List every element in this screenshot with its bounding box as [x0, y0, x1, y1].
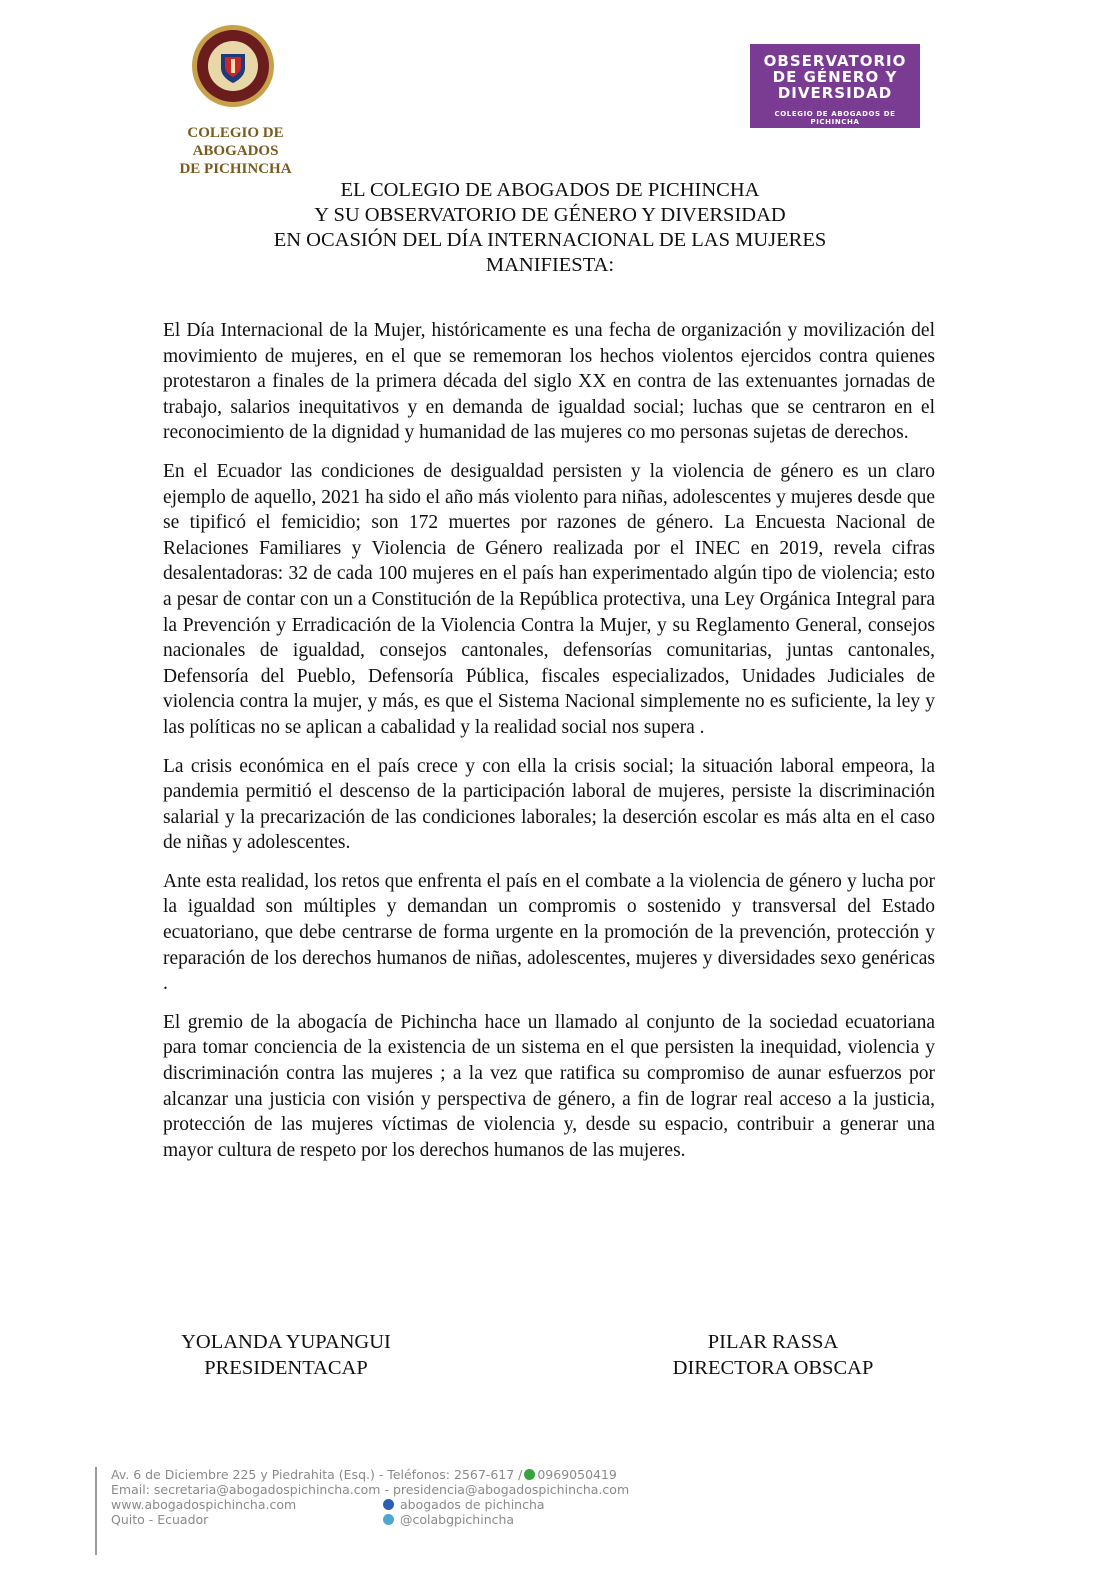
observatorio-subtitle: COLEGIO DE ABOGADOS DE PICHINCHA — [774, 110, 896, 126]
footer-whatsapp: 0969050419 — [537, 1467, 617, 1482]
colegio-name-line2: DE PICHINCHA — [179, 161, 292, 177]
observatorio-line3: DIVERSIDAD — [777, 84, 893, 102]
facebook-handle: abogados de pichincha — [400, 1497, 545, 1512]
instagram-handle: @colabgpichincha — [400, 1512, 515, 1527]
instagram-link[interactable] — [383, 1512, 545, 1527]
colegio-name — [143, 124, 328, 178]
document-heading — [150, 178, 950, 278]
observatorio-logo — [750, 44, 920, 128]
footer-contact — [95, 1467, 671, 1555]
whatsapp-icon — [524, 1469, 535, 1480]
signature-left-name: YOLANDA YUPANGUI — [181, 1331, 391, 1353]
colegio-logo — [143, 20, 328, 177]
footer-email[interactable]: Email: secretaria@abogadospichincha.com - presidencia@abogadospichincha.com — [111, 1482, 630, 1497]
heading-line2: Y SU OBSERVATORIO DE GÉNERO Y DIVERSIDAD — [314, 204, 786, 226]
paragraph: Ante esta realidad, los retos que enfrenta el país en el combate a la violencia de género y lucha por la igualdad son múltiples y demandan un compromis o sostenido y transversal del Estado ecuatoriano, que debe centrarse de forma urgente en la promoción de la prevención, protección y reparación de los derechos humanos de niñas, adolescentes, mujeres y diversidades sexo genéricas . — [163, 870, 935, 995]
footer-social — [383, 1497, 545, 1527]
colegio-name-line1: COLEGIO DE ABOGADOS — [187, 125, 284, 159]
facebook-icon — [383, 1499, 394, 1510]
footer-address-row — [111, 1467, 671, 1482]
observatorio-line1: OBSERVATORIO — [763, 52, 907, 70]
signature-left — [163, 1329, 409, 1381]
document-body — [163, 318, 935, 1176]
heading-line1: EL COLEGIO DE ABOGADOS DE PICHINCHA — [340, 179, 760, 201]
seal-icon — [191, 24, 275, 108]
signature-right-title: DIRECTORA OBSCAP — [672, 1357, 874, 1379]
heading-line4: MANIFIESTA: — [485, 254, 615, 276]
paragraph: En el Ecuador las condiciones de desigualdad persisten y la violencia de género es un claro ejemplo de aquello, 2021 ha sido el año más violento para niñas, adolescentes y mujeres desde que se tipificó el femicidio; son 172 muertes por razones de género. La Encuesta Nacional de Relaciones Familiares y Violencia de Género realizada por el INEC en 2019, revela cifras desalentadoras: 32 de cada 100 mujeres en el país han experimentado algún tipo de violencia; esto a pesar de contar con un a Constitución de la República protectiva, una Ley Orgánica Integral para la Prevención y Erradicación de la Violencia Contra la Mujer, y su Reglamento General, consejos nacionales de igualdad, consejos cantonales, defensorías comunitarias, juntas cantonales, Defensoría del Pueblo, Defensoría Pública, fiscales especializados, Unidades Judiciales de violencia contra la mujer, y más, es que el Sistema Nacional simplemente no es suficiente, la ley y las políticas no se aplican a cabalidad y la realidad social nos supera . — [163, 460, 935, 738]
footer-address: Av. 6 de Diciembre 225 y Piedrahita (Esq.) - Teléfonos: 2567-617 / — [111, 1467, 523, 1482]
instagram-icon — [383, 1514, 394, 1525]
paragraph: El gremio de la abogacía de Pichincha hace un llamado al conjunto de la sociedad ecuatoriana para tomar conciencia de la existencia de un sistema en el que persisten la inequidad, violencia y discriminación contra las mujeres ; a la vez que ratifica su compromiso de aunar esfuerzos por alcanzar una justicia con visión y perspectiva de género, a fin de lograr real acceso a la justicia, protección de las mujeres víctimas de violencia y, desde su espacio, contribuir a generar una mayor cultura de respeto por los derechos humanos de las mujeres. — [163, 1011, 935, 1161]
footer-city: Quito - Ecuador — [111, 1512, 209, 1527]
facebook-link[interactable] — [383, 1497, 545, 1512]
heading-line3: EN OCASIÓN DEL DÍA INTERNACIONAL DE LAS MUJERES — [273, 229, 827, 251]
signature-right — [660, 1329, 886, 1381]
paragraph: La crisis económica en el país crece y con ella la crisis social; la situación laboral empeora, la pandemia permitió el descenso de la participación laboral de mujeres, persiste la discriminación salarial y la precarización de las condiciones laborales; la deserción escolar es más alta en el caso de niñas y adolescentes. — [163, 755, 935, 854]
signature-left-title: PRESIDENTACAP — [204, 1357, 368, 1379]
observatorio-line2: DE GÉNERO Y — [772, 68, 898, 86]
paragraph: El Día Internacional de la Mujer, históricamente es una fecha de organización y movilización del movimiento de mujeres, en el que se rememoran los hechos violentos ejercidos contra quienes protestaron a finales de la primera década del siglo XX en contra de las extenuantes jornadas de trabajo, salarios inequitativos y en demanda de igualdad social; luchas que se centraron en el reconocimiento de la dignidad y humanidad de las mujeres co mo personas sujetas de derechos. — [163, 320, 935, 444]
footer-website[interactable]: www.abogadospichincha.com — [111, 1497, 297, 1512]
signature-right-name: PILAR RASSA — [707, 1331, 839, 1353]
